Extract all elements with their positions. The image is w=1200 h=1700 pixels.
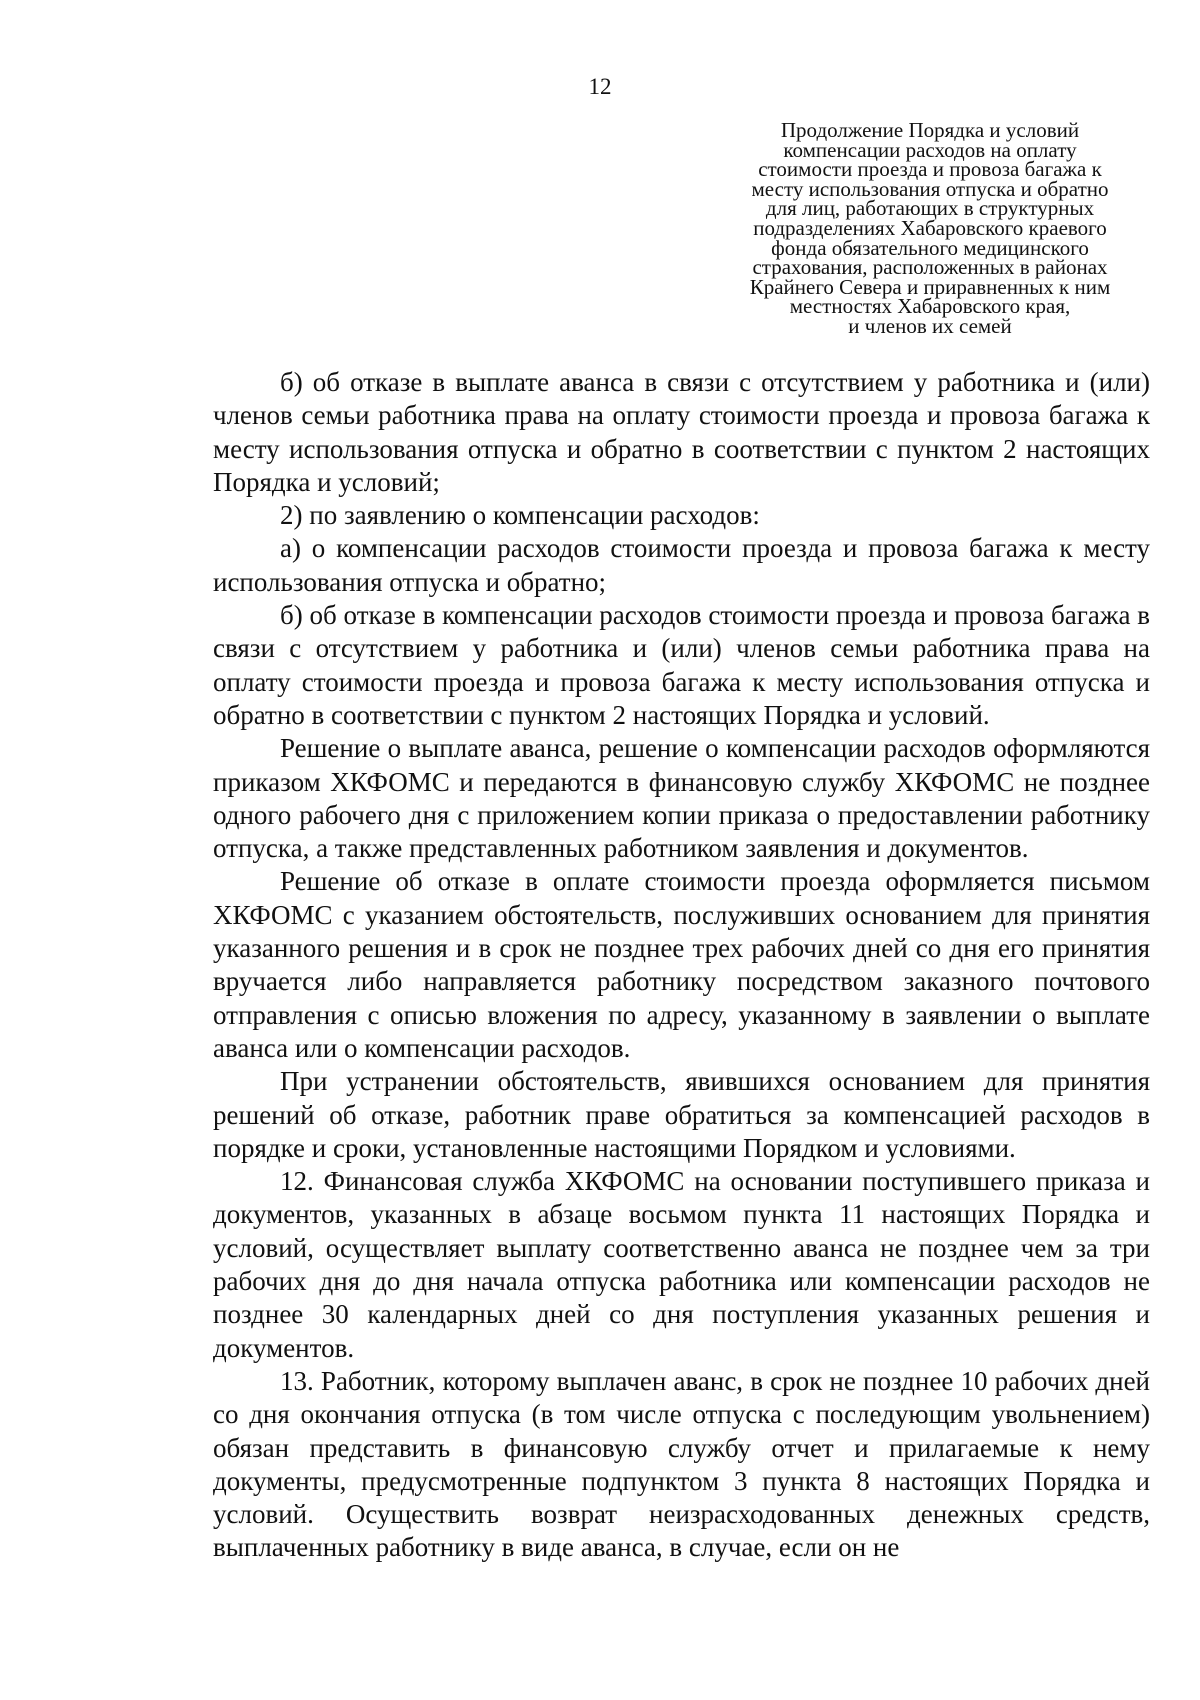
header-line: месту использования отпуска и обратно xyxy=(751,176,1109,201)
header-line: страхования, расположенных в районах xyxy=(752,255,1108,280)
header-line: компенсации расходов на оплату xyxy=(783,137,1077,162)
header-line: местностях Хабаровского края, xyxy=(789,294,1071,319)
header-line: Продолжение Порядка и условий xyxy=(780,118,1080,142)
header-line: фонда обязательного медицинского xyxy=(771,235,1089,260)
paragraph: Решение о выплате аванса, решение о компенсации расходов оформляются приказом ХКФОМС и передаются в финансовую службу ХКФОМС не позднее одного рабочего дня с приложением копии приказа о предоставлении работнику отпуска, а также представленных работником заявления и документов. xyxy=(213,733,1150,864)
header-line: и членов их семей xyxy=(848,313,1012,338)
header-line: стоимости проезда и провоза багажа к xyxy=(758,157,1102,182)
paragraph: б) об отказе в выплате аванса в связи с отсутствием у работника и (или) членов семьи работника права на оплату стоимости проезда и провоза багажа к месту использования отпуска и обратно в соответствии с пунктом 2 настоящих Порядка и условий; xyxy=(213,367,1150,497)
paragraph: При устранении обстоятельств, явившихся основанием для принятия решений об отказе, работник праве обратиться за компенсацией расходов в порядке и сроки, установленные настоящими Порядком и условиями. xyxy=(213,1066,1150,1163)
paragraph: 13. Работник, которому выплачен аванс, в срок не позднее 10 рабочих дней со дня окончания отпуска (в том числе отпуска с последующим увольнением) обязан представить в финансовую службу отчет и прилагаемые к нему документы, предусмотренные подпунктом 3 пункта 8 настоящих Порядка и условий. Осуществить возврат неизрасходованных денежных средств, выплаченных работнику в виде аванса, в случае, если он не xyxy=(213,1365,1150,1563)
paragraph: 12. Финансовая служба ХКФОМС на основании поступившего приказа и документов, указанных в абзаце восьмом пункта 11 настоящих Порядка и условий, осуществляет выплату соответственно аванса не позднее чем за три рабочих дня до дня начала отпуска работника или компенсации расходов не позднее 30 календарных дней со дня поступления указанных решения и документов. xyxy=(213,1166,1150,1363)
header-line: для лиц, работающих в структурных xyxy=(765,196,1095,221)
header-line: подразделениях Хабаровского краевого xyxy=(753,215,1107,240)
paragraph: Решение об отказе в оплате стоимости проезда оформляется письмом ХКФОМС с указанием обстоятельств, послуживших основанием для принятия указанного решения и в срок не позднее трех рабочих дней со дня его принятия вручается либо направляется работнику посредством заказного почтового отправления с описью вложения по адресу, указанному в заявлении о выплате аванса или о компенсации расходов. xyxy=(213,866,1150,1063)
document-body xyxy=(213,366,1150,1565)
page-number: 12 xyxy=(588,74,612,99)
paragraph: 2) по заявлению о компенсации расходов: xyxy=(280,500,760,531)
paragraph: а) о компенсации расходов стоимости проезда и провоза багажа к месту использования отпуска и обратно; xyxy=(213,533,1150,597)
paragraph: б) об отказе в компенсации расходов стоимости проезда и провоза багажа в связи с отсутствием у работника и (или) членов семьи работника права на оплату стоимости проезда и провоза багажа к месту использования отпуска и обратно в соответствии с пунктом 2 настоящих Порядка и условий. xyxy=(213,600,1150,730)
document-header xyxy=(720,118,1140,338)
header-line: Крайнего Севера и приравненных к ним xyxy=(749,274,1111,299)
